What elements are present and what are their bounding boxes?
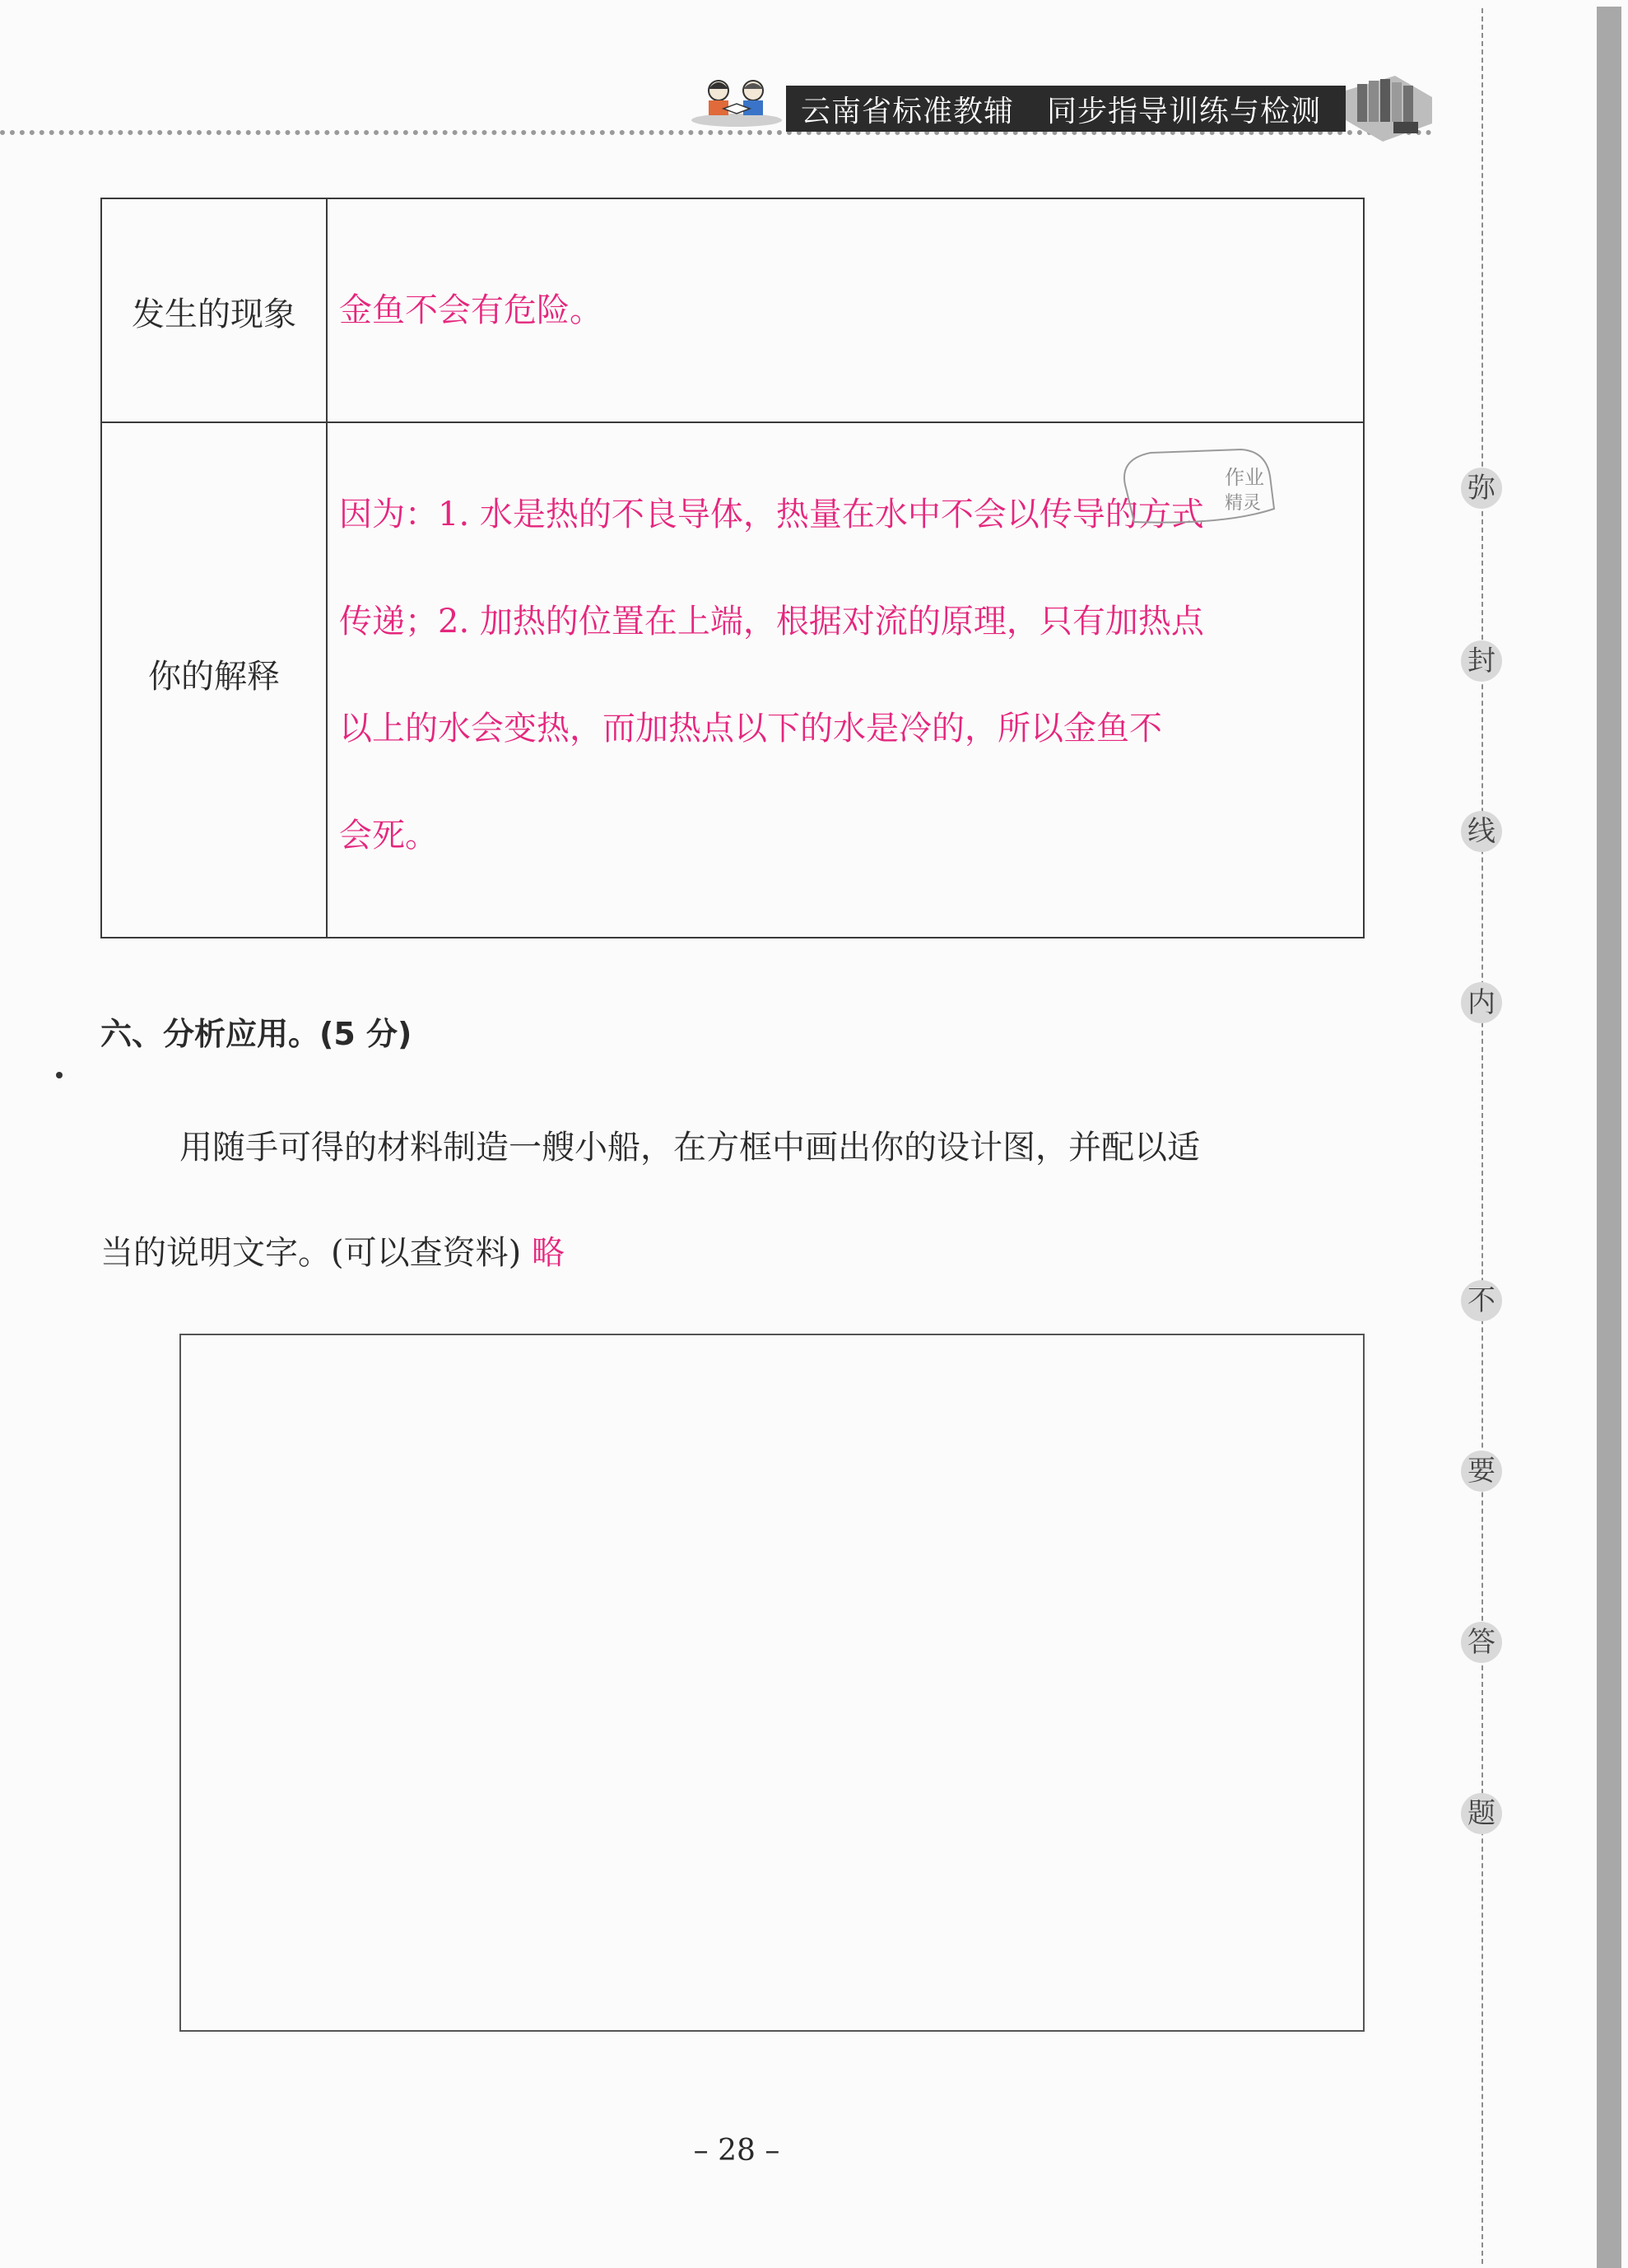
header-title-band: [786, 86, 1346, 132]
svg-text:作业: 作业: [1225, 466, 1264, 489]
answer-line: 以上的水会变热，而加热点以下的水是冷的，所以金鱼不: [339, 710, 1162, 747]
svg-text:精灵: 精灵: [1225, 493, 1262, 514]
section-six-title: 六、分析应用。(5 分): [100, 1016, 412, 1052]
answer-line: 传递；2. 加热的位置在上端，根据对流的原理，只有加热点: [339, 603, 1204, 640]
table-row-divider: [102, 421, 1363, 423]
binding-char: 题: [1461, 1793, 1502, 1834]
page-number: – 28 –: [693, 2134, 780, 2168]
row-answer-phenomenon: [339, 257, 1350, 364]
binding-char: 内: [1461, 982, 1502, 1023]
binding-char: 不: [1461, 1280, 1502, 1321]
print-speck: [56, 1072, 63, 1078]
binding-char: 要: [1461, 1451, 1502, 1492]
row-label-phenomenon: 发生的现象: [132, 296, 296, 333]
drawing-answer-box[interactable]: [179, 1334, 1365, 2032]
binding-dashed-line: [1481, 8, 1483, 2264]
watermark-stamp: [1101, 443, 1315, 533]
binding-char: 线: [1461, 811, 1502, 852]
section-six-answer: 略: [531, 1234, 565, 1272]
row-label-explanation: 你的解释: [148, 658, 280, 696]
children-reading-logo: [687, 72, 786, 130]
table-column-divider: [326, 199, 328, 937]
section-six-prompt-line1: 用随手可得的材料制造一艘小船，在方框中画出你的设计图，并配以适: [179, 1129, 1200, 1167]
binding-char: 答: [1461, 1622, 1502, 1663]
binding-char: 弥: [1461, 468, 1502, 509]
answer-table: [100, 198, 1365, 938]
answer-line: 会死。: [339, 817, 438, 855]
prompt-text: 当的说明文字。(可以查资料): [100, 1234, 522, 1272]
page-edge-bar: [1597, 7, 1621, 2268]
section-six-prompt-line2: [100, 1227, 565, 1274]
binding-char: 封: [1461, 640, 1502, 682]
answer-line: 因为：1. 水是热的不良导体，热量在水中不会以传导的方式: [339, 496, 1204, 533]
series-title: 云南省标准教辅: [801, 94, 1015, 128]
book-title: 同步指导训练与检测: [1047, 94, 1322, 128]
answer-line: 金鱼不会有危险。: [339, 291, 602, 329]
books-stack-icon: [1346, 72, 1432, 147]
